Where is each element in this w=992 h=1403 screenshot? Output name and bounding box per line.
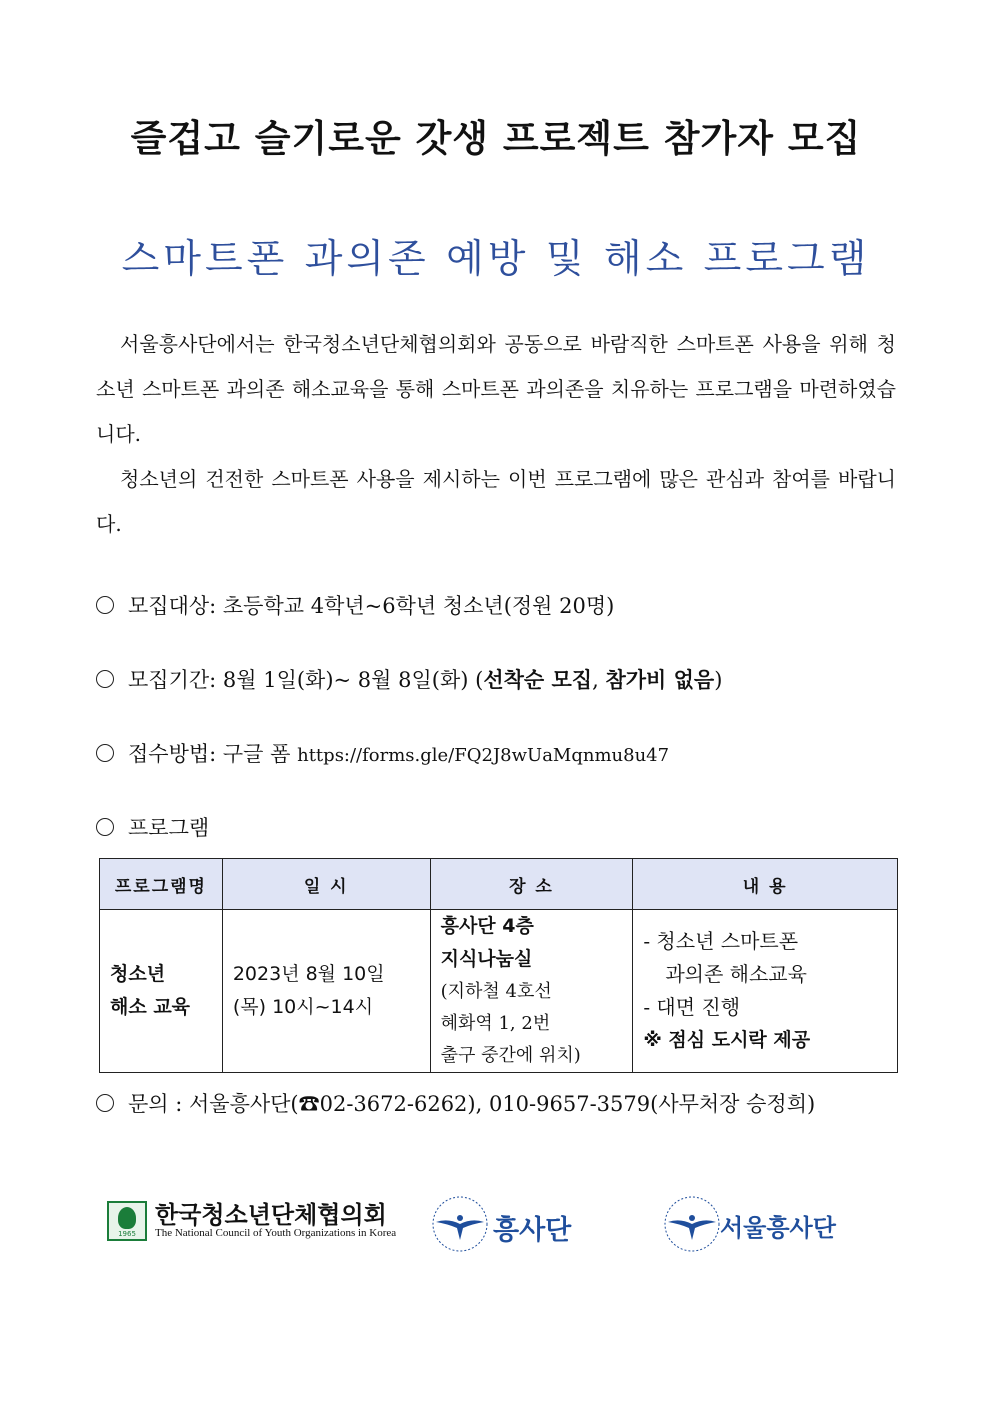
table-header-row: [100, 859, 898, 910]
leaf-icon: [118, 1207, 136, 1229]
heungsadan-emblem-icon: [430, 1194, 490, 1254]
nyck-name: 한국청소년단체협의회: [155, 1201, 387, 1229]
cell-place: [430, 910, 633, 1073]
place-line: 지식나눔실: [440, 948, 533, 970]
recruit-period-text: 모집기간: 8월 1일(화)~ 8월 8일(화) (: [128, 668, 484, 692]
content-line: ※ 점심 도시락 제공: [643, 1029, 811, 1051]
contact-item: [96, 1088, 815, 1118]
circle-bullet-icon: [96, 596, 114, 614]
program-heading-item: [96, 812, 209, 842]
seoul-heungsadan-name: 서울흥사단: [720, 1214, 836, 1242]
recruit-target-text: 모집대상: 초등학교 4학년~6학년 청소년(정원 20명): [128, 594, 615, 618]
content-line: 과의존 해소교육: [665, 962, 807, 986]
header-datetime: 일 시: [222, 859, 430, 910]
period-separator: ,: [592, 668, 606, 692]
content-line: - 청소년 스마트폰: [643, 929, 799, 953]
header-place: 장 소: [430, 859, 633, 910]
place-line: (지하철 4호선: [440, 981, 552, 1002]
seoul-heungsadan-emblem-icon: [662, 1194, 722, 1254]
header-program-name: 프로그램명: [100, 859, 223, 910]
nyck-seal-icon: [107, 1201, 147, 1241]
page-title: 즐겁고 슬기로운 갓생 프로젝트 참가자 모집: [130, 117, 862, 160]
circle-bullet-icon: [96, 744, 114, 762]
circle-bullet-icon: [96, 818, 114, 836]
google-form-link[interactable]: https://forms.gle/FQ2J8wUaMqnmu8u47: [297, 745, 670, 766]
cell-content: [633, 910, 898, 1073]
program-table: [99, 858, 898, 1073]
period-end: ): [714, 668, 723, 692]
cell-program-name: [100, 910, 223, 1073]
circle-bullet-icon: [96, 1094, 114, 1112]
program-name-line: 청소년: [110, 963, 166, 985]
header-content: 내 용: [633, 859, 898, 910]
circle-bullet-icon: [96, 670, 114, 688]
no-fee-text: 참가비 없음: [605, 668, 715, 692]
nyck-english-name: The National Council of Youth Organizations in Korea: [155, 1227, 397, 1239]
first-come-text: 선착순 모집: [483, 668, 593, 692]
content-line: - 대면 진행: [643, 995, 741, 1019]
table-row: [100, 910, 898, 1073]
intro-paragraph-2: 청소년의 건전한 스마트폰 사용을 제시하는 이번 프로그램에 많은 관심과 참여를 바랍니다.: [96, 467, 896, 536]
apply-method-item: [96, 738, 669, 768]
heungsadan-name: 흥사단: [493, 1215, 572, 1246]
place-line: 흥사단 4층: [440, 915, 534, 937]
date-line: 2023년 8월 10일: [232, 963, 385, 985]
page-subtitle: 스마트폰 과의존 예방 및 해소 프로그램: [121, 237, 871, 282]
place-line: 출구 중간에 위치): [440, 1045, 581, 1066]
place-line: 혜화역 1, 2번: [440, 1013, 551, 1034]
seal-year: 1965: [118, 1230, 136, 1238]
recruit-target-item: [96, 590, 614, 620]
intro-text: [96, 322, 896, 547]
contact-text: 문의 : 서울흥사단(☎02-3672-6262), 010-9657-3579(사무처장 승정희): [128, 1092, 816, 1116]
cell-datetime: [222, 910, 430, 1073]
intro-paragraph-1: 서울흥사단에서는 한국청소년단체협의회와 공동으로 바람직한 스마트폰 사용을 위해 청소년 스마트폰 과의존 해소교육을 통해 스마트폰 과의존을 치유하는 프로그램을 마련하였습니다.: [96, 332, 896, 446]
apply-method-text: 접수방법: 구글 폼: [128, 742, 298, 766]
recruit-period-item: [96, 664, 722, 694]
program-name-line: 해소 교육: [110, 996, 191, 1018]
logo-footer: [0, 1190, 992, 1260]
time-line: (목) 10시~14시: [232, 996, 374, 1018]
program-heading-text: 프로그램: [128, 816, 210, 840]
